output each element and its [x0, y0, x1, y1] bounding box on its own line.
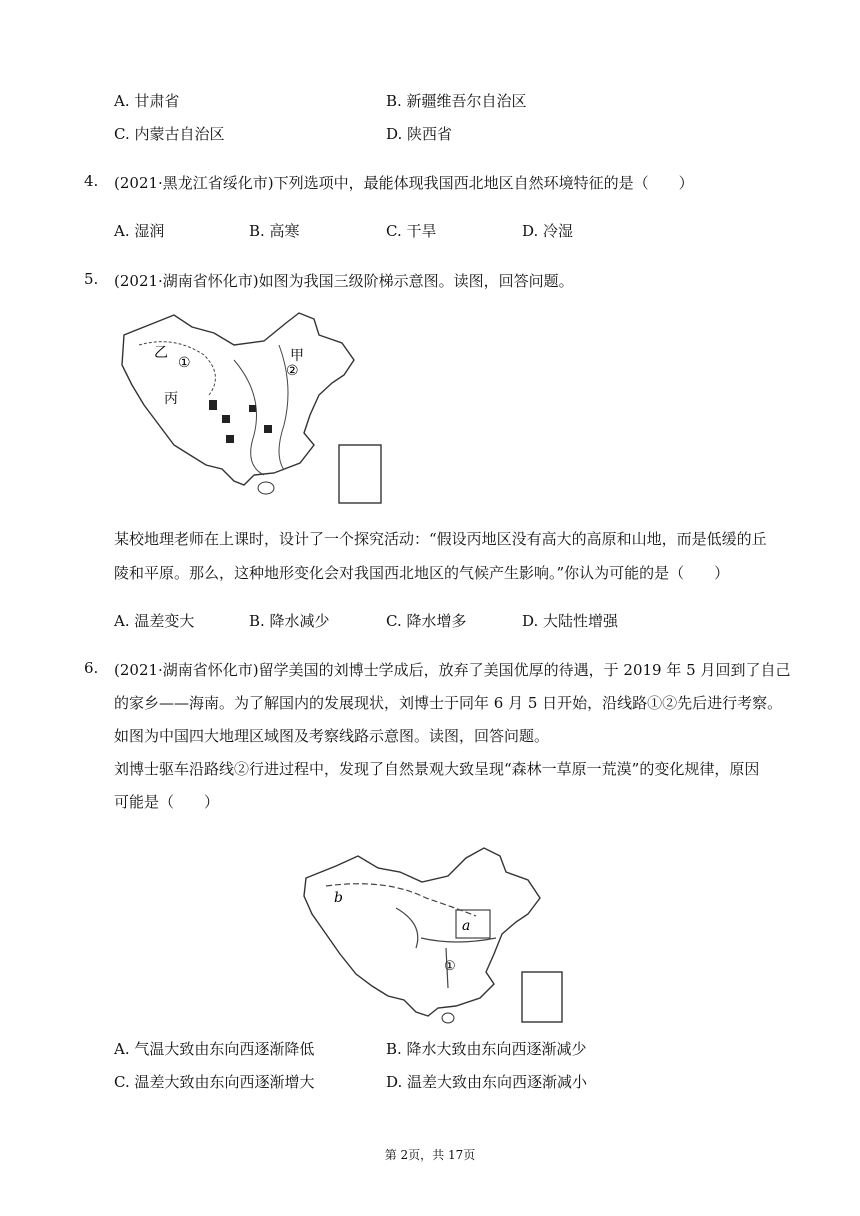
q5-option-a: A. 温差变大 — [114, 612, 195, 630]
map-label-1: ① — [444, 959, 456, 974]
q4-option-b: B. 高寒 — [249, 222, 300, 240]
q3-option-b: B. 新疆维吾尔自治区 — [386, 92, 527, 110]
q5-option-c: C. 降水增多 — [386, 612, 467, 630]
q6-line1: (2021·湖南省怀化市)留学美国的刘博士学成后，放弃了美国优厚的待遇，于 2019 年 5 月回到了自己 — [114, 661, 791, 679]
q3-option-a: A. 甘肃省 — [114, 92, 180, 110]
question-number: 5. — [84, 270, 99, 288]
q4-option-d: D. 冷湿 — [522, 222, 574, 240]
q5-text-line1: 某校地理老师在上课时，设计了一个探究活动：“假设丙地区没有高大的高原和山地，而是低缓的丘 — [114, 530, 767, 548]
page-footer: 第 2页，共 17页 — [384, 1148, 476, 1162]
question-number: 6. — [84, 659, 99, 677]
map-label-jia: 甲 — [290, 348, 304, 364]
question-number: 4. — [84, 172, 99, 190]
q6-option-b: B. 降水大致由东向西逐渐减少 — [386, 1040, 587, 1058]
map-label-2: ② — [286, 363, 299, 379]
q6-option-a: A. 气温大致由东向西逐渐降低 — [114, 1040, 315, 1058]
question-stem: (2021·黑龙江省绥化市)下列选项中，最能体现我国西北地区自然环境特征的是（ ） — [114, 174, 694, 192]
q6-line4: 刘博士驱车沿路线②行进过程中，发现了自然景观大致呈现“森林一草原一荒漠”的变化规律，原因 — [114, 760, 760, 778]
q5-option-b: B. 降水减少 — [249, 612, 330, 630]
q4-option-a: A. 湿润 — [114, 222, 165, 240]
q6-line5: 可能是（ ） — [114, 793, 220, 811]
q5-text-line2: 陵和平原。那么，这种地形变化会对我国西北地区的气候产生影响。”你认为可能的是（ ） — [114, 564, 730, 582]
q6-line3: 如图为中国四大地理区域图及考察线路示意图。读图，回答问题。 — [114, 727, 550, 745]
q6-option-d: D. 温差大致由东向西逐渐减小 — [386, 1073, 588, 1091]
q3-option-c: C. 内蒙古自治区 — [114, 125, 225, 143]
three-steps-map — [114, 305, 390, 505]
map-label-1: ① — [178, 355, 191, 371]
question-stem: (2021·湖南省怀化市)如图为我国三级阶梯示意图。读图，回答问题。 — [114, 272, 574, 290]
map-label-bing: 丙 — [164, 391, 178, 407]
q4-option-c: C. 干旱 — [386, 222, 437, 240]
four-regions-map — [296, 838, 568, 1024]
q5-option-d: D. 大陆性增强 — [522, 612, 619, 630]
q6-line2: 的家乡——海南。为了解国内的发展现状，刘博士于同年 6 月 5 日开始，沿线路①②先后进行考察。 — [114, 694, 783, 712]
map-label-b: b — [334, 890, 343, 906]
q6-option-c: C. 温差大致由东向西逐渐增大 — [114, 1073, 315, 1091]
q3-option-d: D. 陕西省 — [386, 125, 453, 143]
map-label-yi: 乙 — [154, 345, 168, 361]
map-label-a: a — [462, 918, 471, 934]
